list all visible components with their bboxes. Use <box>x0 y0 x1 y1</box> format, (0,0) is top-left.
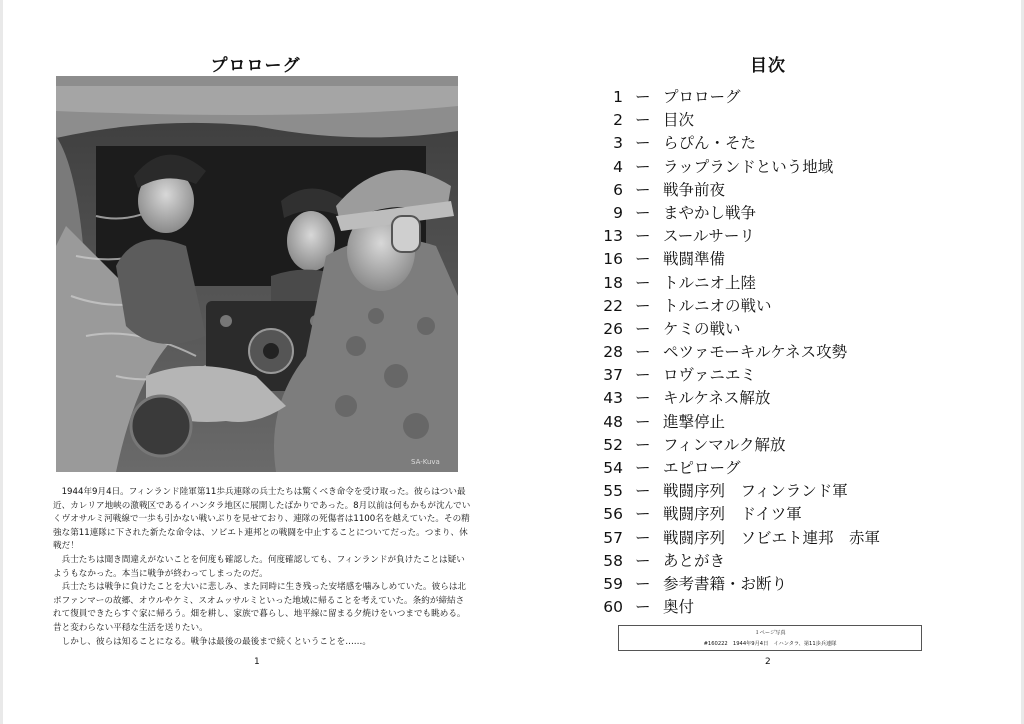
toc-dash: ー <box>635 88 651 106</box>
toc-label: キルケネス解放 <box>663 389 771 408</box>
toc-label: ロヴァニエミ <box>663 366 756 385</box>
toc-dash: ー <box>635 319 651 338</box>
toc-entry[interactable] <box>593 225 953 248</box>
toc-page-number: 28 <box>603 343 623 362</box>
toc-label: プロローグ <box>663 88 741 106</box>
toc-entry[interactable] <box>593 248 953 271</box>
toc-entry[interactable] <box>593 132 953 155</box>
toc-label: エピローグ <box>663 459 741 477</box>
prologue-photo <box>56 76 458 472</box>
toc-label: 戦争前夜 <box>663 180 726 199</box>
toc-page-number: 16 <box>603 250 623 269</box>
toc-label: 奥付 <box>663 598 695 617</box>
toc-page-number: 60 <box>603 598 623 617</box>
toc-dash: ー <box>635 203 651 222</box>
toc-dash: ー <box>635 459 651 477</box>
toc-page-number: 43 <box>603 389 623 408</box>
toc-entry[interactable] <box>593 156 953 179</box>
toc-page-number: 22 <box>603 296 623 315</box>
toc-dash: ー <box>635 296 651 315</box>
table-of-contents <box>593 86 953 619</box>
toc-dash: ー <box>635 412 651 431</box>
toc-entry[interactable] <box>593 202 953 225</box>
toc-entry[interactable] <box>593 109 953 132</box>
toc-dash: ー <box>635 111 651 130</box>
toc-entry[interactable] <box>593 503 953 526</box>
toc-dash: ー <box>635 250 651 269</box>
toc-entry[interactable] <box>593 86 953 109</box>
toc-label: 戦闘準備 <box>663 250 726 269</box>
toc-entry[interactable] <box>593 527 953 550</box>
page-number-right: 2 <box>765 657 771 667</box>
toc-page-number: 3 <box>613 134 623 153</box>
toc-entry[interactable] <box>593 457 953 480</box>
toc-title: 目次 <box>750 56 786 76</box>
toc-entry[interactable] <box>593 341 953 364</box>
toc-entry[interactable] <box>593 387 953 410</box>
toc-dash: ー <box>635 134 651 153</box>
toc-dash: ー <box>635 598 651 617</box>
photo-caption-box <box>618 625 922 651</box>
toc-page-number: 57 <box>603 528 623 547</box>
book-spread <box>3 0 1021 724</box>
toc-label: 戦闘序列 ドイツ軍 <box>663 505 802 524</box>
toc-dash: ー <box>635 435 651 454</box>
toc-entry[interactable] <box>593 272 953 295</box>
toc-label: 進撃停止 <box>663 412 726 431</box>
toc-label: フィンマルク解放 <box>663 435 786 454</box>
toc-page-number: 2 <box>613 111 623 130</box>
toc-entry[interactable] <box>593 596 953 619</box>
toc-label: スールサーリ <box>663 227 755 246</box>
toc-entry[interactable] <box>593 364 953 387</box>
prologue-paragraph: 兵士たちは戦争に負けたことを大いに悲しみ、また同時に生き残った安堵感を噛みしめていた。彼らは北ポファンマーの故郷、オウルやケミ、スオムッサルミといった地域に帰ることを考えていた。条約が締結されて復員できたらすぐ家に帰ろう。畑を耕し、家族で暮らし、地平線に留まる夕焼けをいつまでも眺める。昔と変わらない平穏な生活を送りたい。 <box>53 582 467 633</box>
toc-dash: ー <box>635 482 651 501</box>
toc-label: まやかし戦争 <box>663 203 757 222</box>
toc-label: 戦闘序列 フィンランド軍 <box>663 482 848 501</box>
toc-entry[interactable] <box>593 179 953 202</box>
toc-dash: ー <box>635 273 651 292</box>
toc-page-number: 13 <box>603 227 623 246</box>
toc-entry[interactable] <box>593 411 953 434</box>
toc-label: ケミの戦い <box>663 319 741 338</box>
toc-dash: ー <box>635 528 651 547</box>
toc-label: 戦闘序列 ソビエト連邦 赤軍 <box>663 528 881 547</box>
page-number-left: 1 <box>254 657 260 667</box>
soldiers-photo-illustration <box>56 76 458 472</box>
toc-entry[interactable] <box>593 480 953 503</box>
toc-page-number: 52 <box>603 435 623 454</box>
toc-dash: ー <box>635 551 651 570</box>
caption-title: １ページ写真 <box>754 630 786 636</box>
prologue-text <box>53 486 471 649</box>
toc-label: あとがき <box>663 551 726 570</box>
caption-text: #160222 1944年9月4日 イハンタラ、第11歩兵連隊 <box>703 641 837 647</box>
toc-dash: ー <box>635 505 651 524</box>
toc-page-number: 55 <box>603 482 623 501</box>
toc-page-number: 1 <box>613 88 623 106</box>
toc-dash: ー <box>635 157 651 176</box>
toc-entry[interactable] <box>593 550 953 573</box>
toc-dash: ー <box>635 574 651 593</box>
photo-watermark: SA-Kuva <box>411 458 440 466</box>
toc-label: トルニオ上陸 <box>663 273 757 292</box>
toc-dash: ー <box>635 180 651 199</box>
toc-dash: ー <box>635 389 651 408</box>
toc-label: 目次 <box>663 111 695 130</box>
toc-page-number: 9 <box>613 203 623 222</box>
toc-page-number: 59 <box>603 574 623 593</box>
prologue-paragraph: しかし、彼らは知ることになる。戦争は最後の最後まで続くということを……。 <box>53 636 371 647</box>
toc-page-number: 26 <box>603 319 623 338</box>
toc-page-number: 6 <box>613 180 623 199</box>
toc-dash: ー <box>635 343 651 362</box>
prologue-paragraph: 兵士たちは聞き間違えがないことを何度も確認した。何度確認しても、フィンランドが負けたことは疑いようもなかった。本当に戦争が終わってしまったのだ。 <box>53 554 465 579</box>
toc-page-number: 37 <box>603 366 623 385</box>
toc-entry[interactable] <box>593 434 953 457</box>
toc-entry[interactable] <box>593 573 953 596</box>
toc-label: ラップランドという地域 <box>663 157 834 176</box>
toc-page-number: 4 <box>613 157 623 176</box>
toc-page-number: 18 <box>603 273 623 292</box>
toc-label: らぴん・そた <box>663 134 757 153</box>
toc-label: 参考書籍・お断り <box>663 574 788 593</box>
toc-entry[interactable] <box>593 318 953 341</box>
toc-page-number: 56 <box>603 505 623 524</box>
toc-page-number: 58 <box>603 551 623 570</box>
toc-page-number: 54 <box>603 459 623 477</box>
toc-label: トルニオの戦い <box>663 296 772 315</box>
toc-page-number: 48 <box>603 412 623 431</box>
toc-dash: ー <box>635 366 651 385</box>
prologue-paragraph: 1944年9月4日。フィンランド陸軍第11歩兵連隊の兵士たちは驚くべき命令を受け取った。彼らはつい最近、カレリア地峡の激戦区であるイハンタラ地区に展開したばかりであった。8月以前は何もかもが沈んでいくヴオサルミ河戦線で一歩も引かない戦いぶりを見せており、連隊の死傷者は1100名を越えていた。その精強な第11連隊に下された新たな命令は、ソビエト連邦との戦闘を中止することについてだった。つまり、休戦だ！ <box>53 487 471 552</box>
toc-label: ペツァモーキルケネス攻勢 <box>663 343 848 362</box>
prologue-title: プロローグ <box>210 56 301 76</box>
toc-dash: ー <box>635 227 651 246</box>
toc-entry[interactable] <box>593 295 953 318</box>
